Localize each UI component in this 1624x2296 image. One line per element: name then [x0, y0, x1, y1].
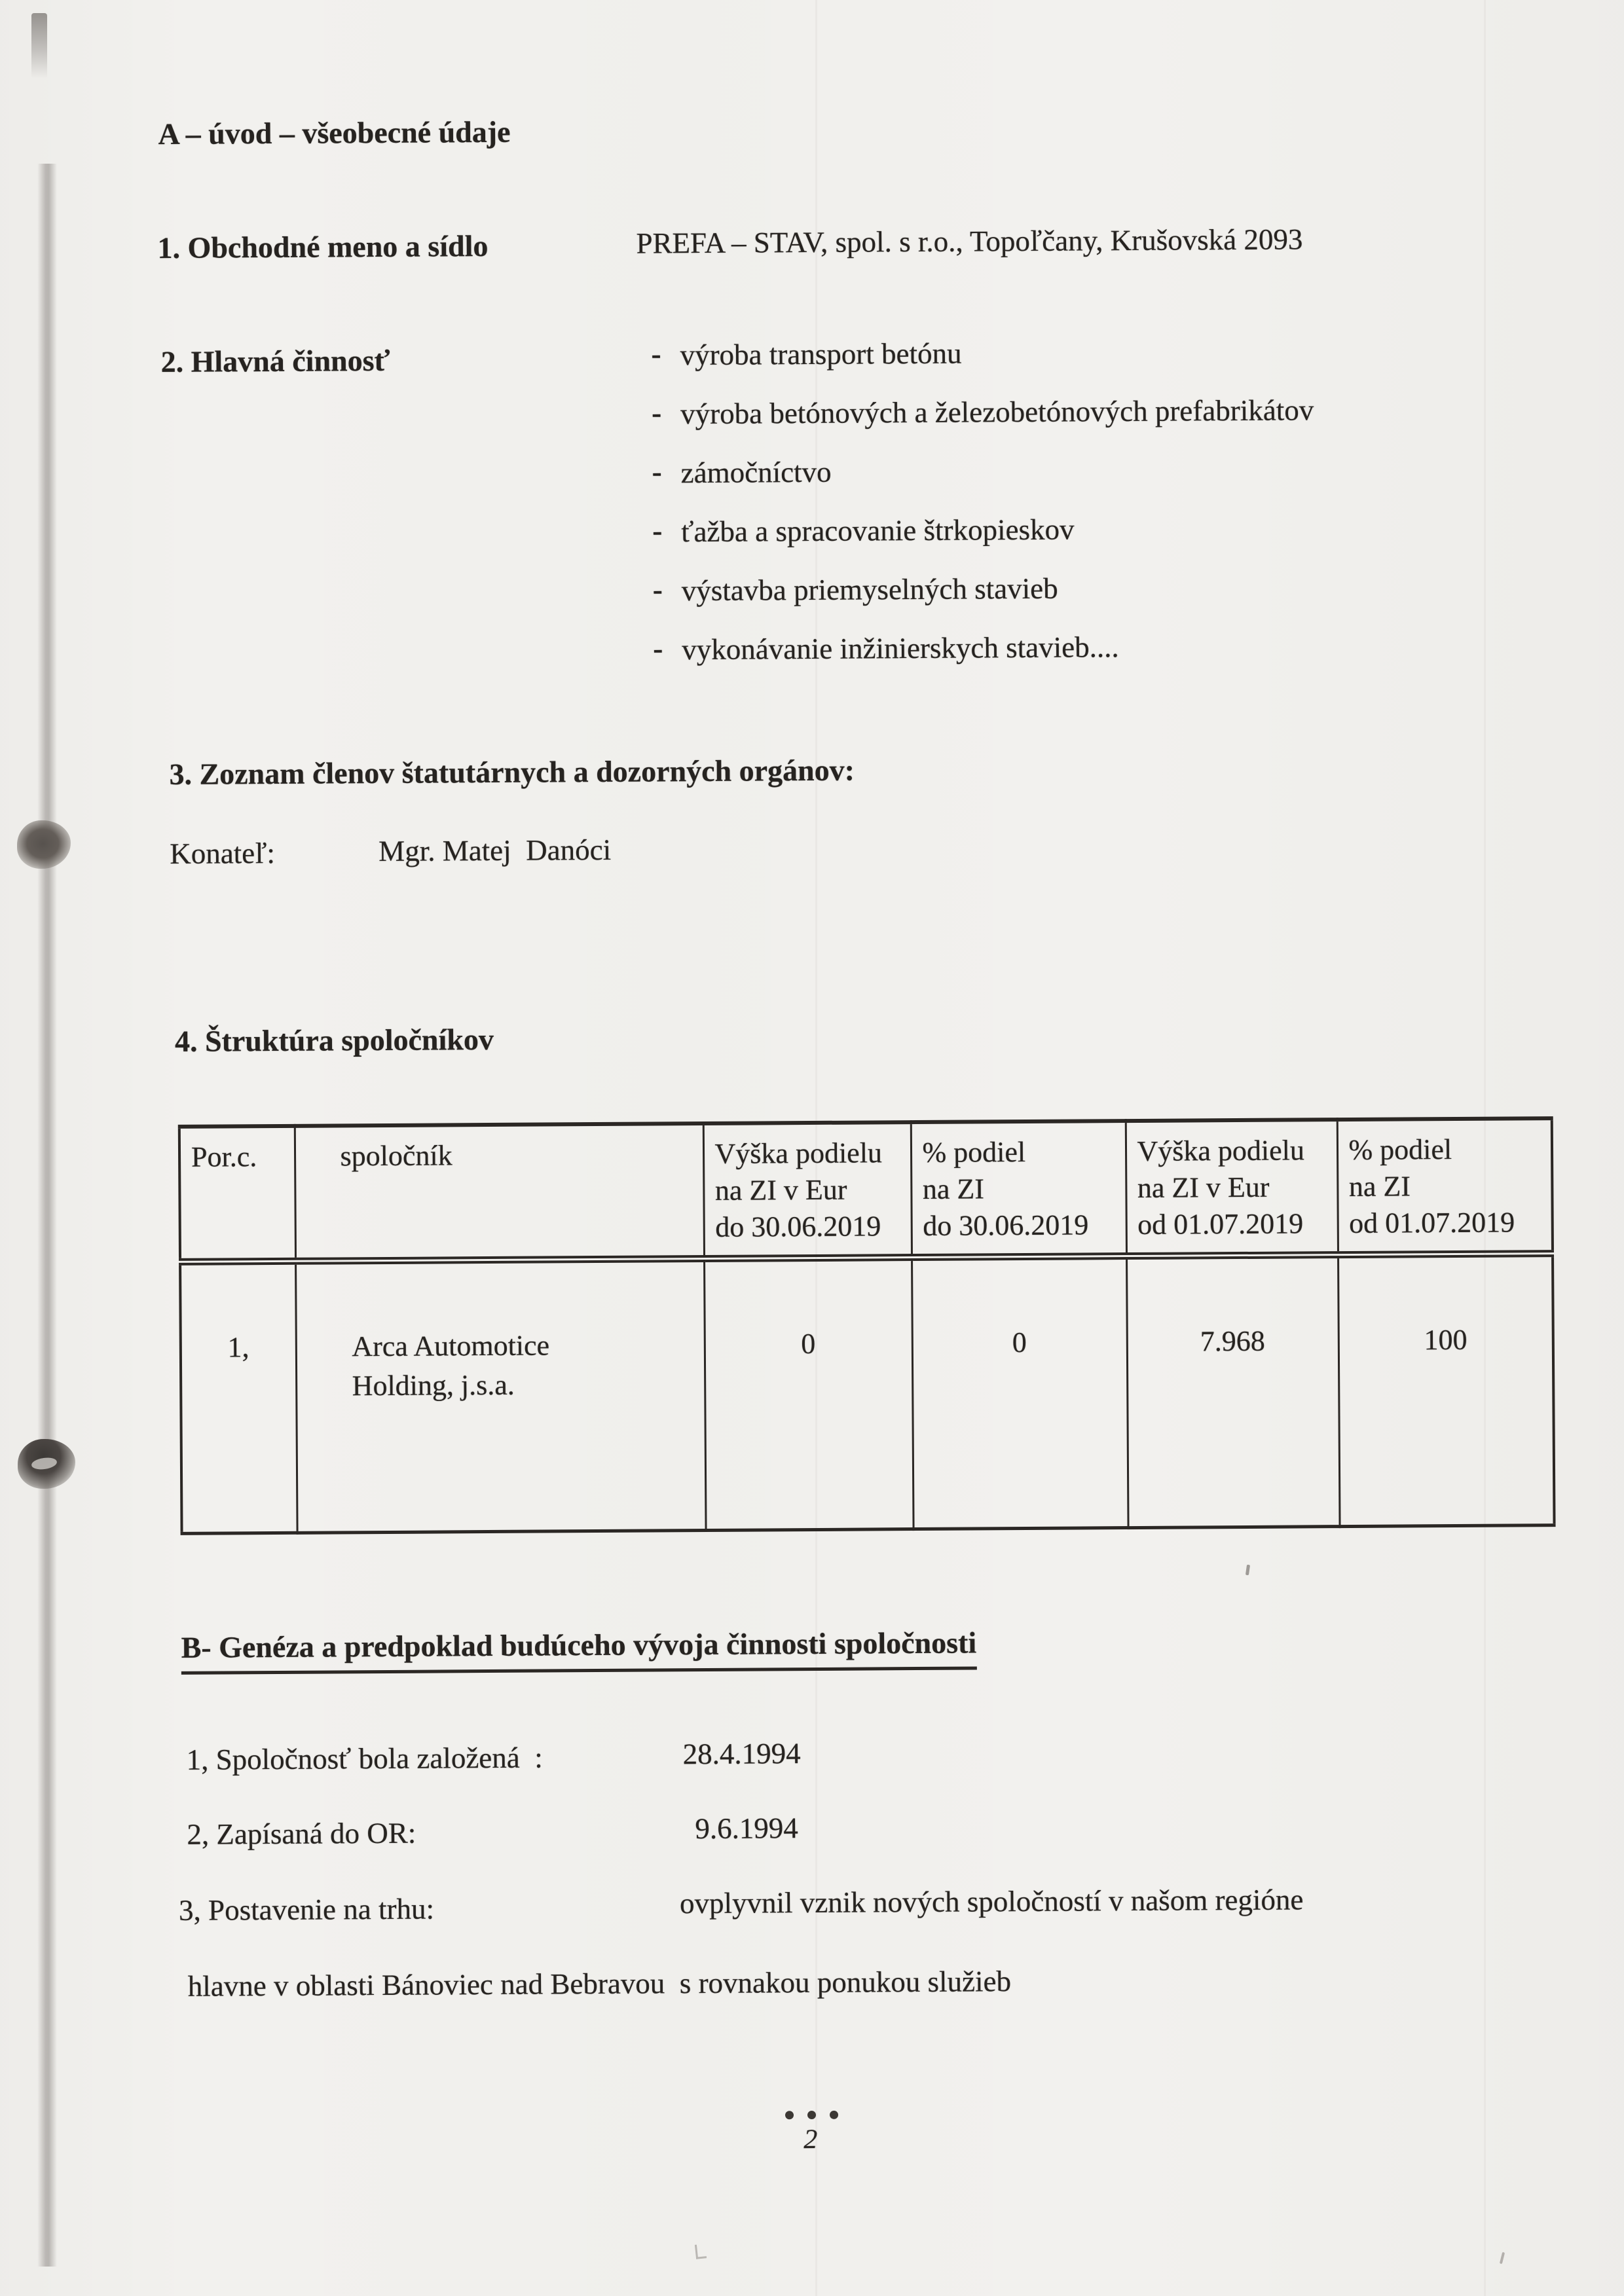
header-por-c: Por.c.: [179, 1126, 295, 1262]
header-spolocnik: spoločník: [295, 1123, 704, 1261]
business-name-value: PREFA – STAV, spol. s r.o., Topoľčany, Krušovská 2093: [636, 223, 1303, 260]
table-row: [180, 1254, 1554, 1534]
business-name-label: 1. Obchodné meno a sídlo: [157, 228, 489, 265]
activity-item: - výroba betónových a železobetónových prefabrikátov: [680, 393, 1314, 430]
header-share-pct-from: % podiel na ZI od 01.07.2019: [1337, 1118, 1553, 1254]
activity-item: - ťažba a spracovanie štrkopieskov: [681, 511, 1314, 548]
table-header-row: [179, 1118, 1553, 1262]
shareholders-label: 4. Štruktúra spoločníkov: [174, 1022, 494, 1058]
bodies-label: 3. Zoznam členov štatutárnych a dozorných orgánov:: [169, 753, 855, 791]
market-label: 3, Postavenie na trhu:: [178, 1892, 435, 1927]
page-number: 2: [803, 2124, 818, 2155]
registered-value: 9.6.1994: [695, 1812, 798, 1846]
cell-share-eur-from: 7.968: [1126, 1255, 1340, 1528]
section-b-title: B- Genéza a predpoklad budúceho vývoja činnosti spoločnosti: [181, 1625, 976, 1674]
founded-value: 28.4.1994: [682, 1737, 801, 1771]
shareholders-table: [178, 1116, 1556, 1535]
cell-share-pct-from: 100: [1338, 1254, 1555, 1527]
role-name: Mgr. Matej Danóci: [378, 833, 612, 868]
cell-shareholder-name: Arca Automotice Holding, j.s.a.: [295, 1259, 706, 1533]
header-share-eur-until: Výška podielu na ZI v Eur do 30.06.2019: [703, 1122, 912, 1258]
activity-item: - vykonávanie inžinierskych stavieb....: [682, 629, 1315, 666]
market-value: ovplyvnil vznik nových spoločností v našom regióne: [679, 1883, 1304, 1920]
role-label: Konateľ:: [170, 837, 276, 870]
activity-item: - zámočníctvo: [681, 452, 1314, 489]
main-activity-list: [680, 335, 1315, 692]
cell-share-pct-until: 0: [912, 1256, 1128, 1529]
activity-item: - výroba transport betónu: [680, 335, 1313, 371]
activity-item: - výstavba priemyselných stavieb: [682, 570, 1315, 607]
cell-num: 1,: [180, 1261, 297, 1533]
main-activity-label: 2. Hlavná činnosť: [160, 343, 390, 379]
section-a-title: A – úvod – všeobecné údaje: [158, 115, 511, 151]
cell-share-eur-until: 0: [704, 1258, 913, 1531]
header-share-pct-until: % podiel na ZI do 30.06.2019: [911, 1121, 1126, 1257]
registered-label: 2, Zapísaná do OR:: [187, 1816, 416, 1851]
market-continuation: hlavne v oblasti Bánoviec nad Bebravou s rovnakou ponukou služieb: [187, 1965, 1012, 2003]
header-share-eur-from: Výška podielu na ZI v Eur od 01.07.2019: [1126, 1120, 1338, 1256]
footer-dots: [785, 2111, 838, 2119]
founded-label: 1, Spoločnosť bola založená :: [186, 1741, 543, 1776]
